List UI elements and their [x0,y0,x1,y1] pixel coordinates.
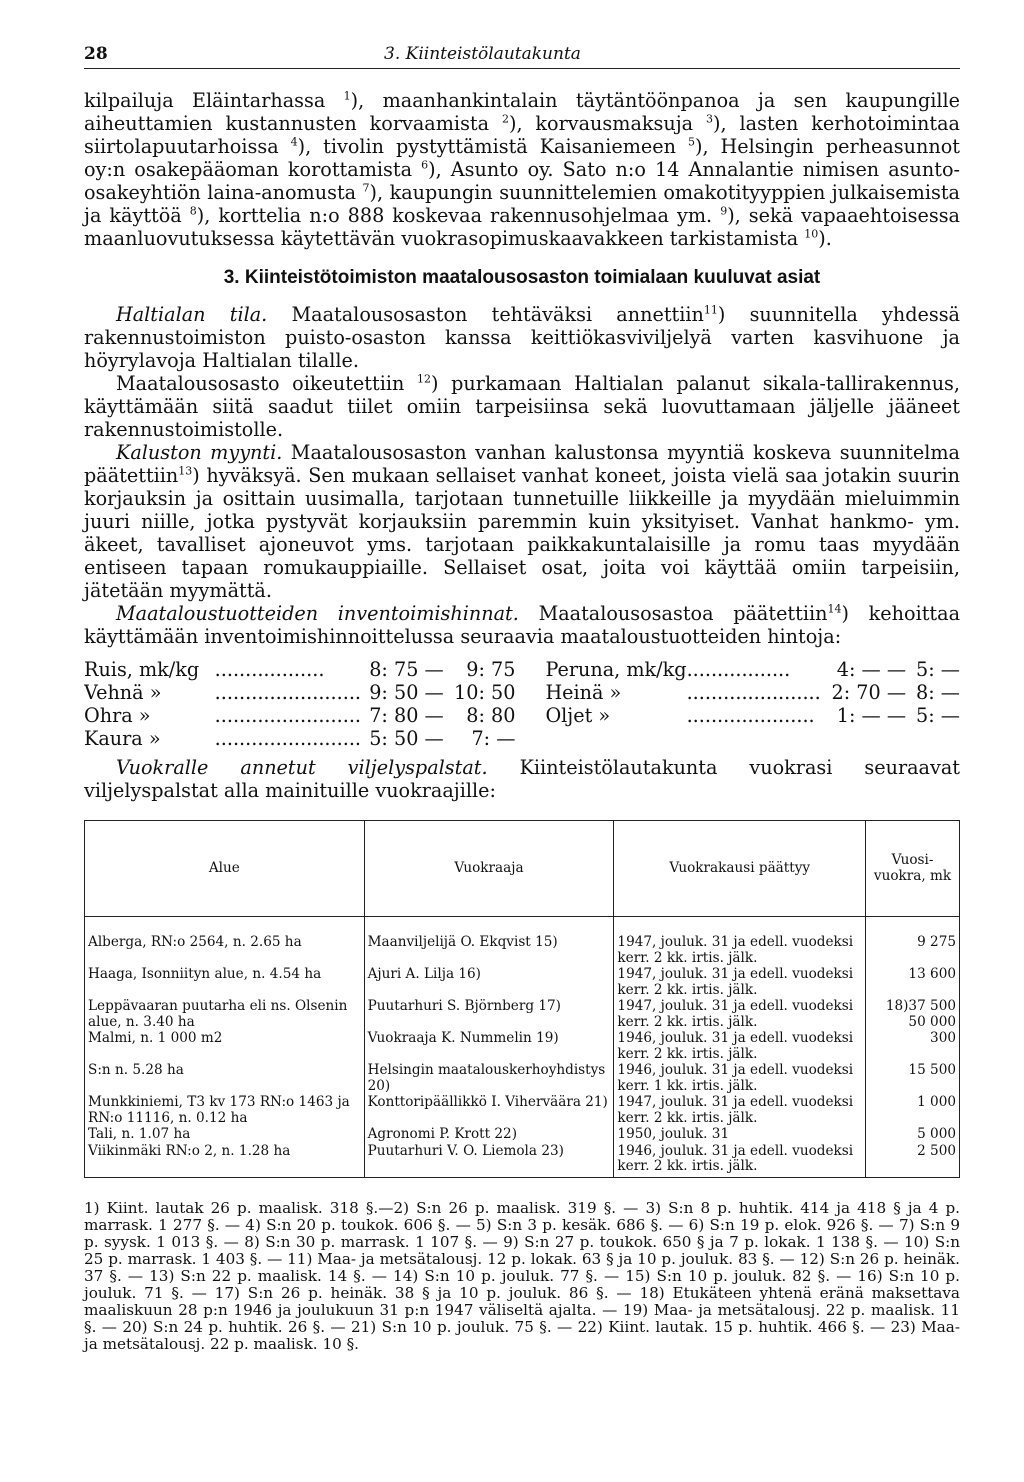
price-cell: 9: 50 — [369,681,444,704]
column-header-rent: Vuosi- vuokra, mk [866,821,960,917]
page [84,40,960,1353]
price-cell: 8: 75 — [369,658,444,681]
cell-period: 1950, jouluk. 31 [614,1126,866,1143]
cell-area: Haaga, Isonniityn alue, n. 4.54 ha [85,966,365,998]
cell-lessee: Maanviljelijä O. Ekqvist 15) [364,917,614,967]
price-cell: 5: — [916,704,960,727]
cell-period: 1947, jouluk. 31 ja edell. vuodeksi kerr. 2 kk. irtis. jälk. [614,966,866,998]
price-cell [906,727,960,750]
price-cell: 2: 70 — [831,681,907,704]
cell-lessee: Agronomi P. Krott 22) [364,1126,614,1143]
table-row [85,1126,960,1143]
price-list [84,658,960,750]
cell-period: 1946, jouluk. 31 ja edell. vuodeksi kerr. 2 kk. irtis. jälk. [614,1143,866,1178]
price-cell: ................. [686,658,791,681]
price-cell: 5: — [916,658,960,681]
cell-area: Leppävaaran puutarha eli ns. Olsenin alue, n. 3.40 ha [85,998,365,1030]
cell-lessee: Puutarhuri V. O. Liemola 23) [364,1143,614,1178]
table-row [85,1030,960,1062]
cell-rent: 13 600 [866,966,960,998]
column-header-lessee: Vuokraaja [364,821,614,917]
price-cell [829,727,906,750]
cell-rent: 300 [866,1030,960,1062]
column-header-period: Vuokrakausi päättyy [614,821,866,917]
lease-table [84,820,960,1178]
price-cell: ........................ [214,704,362,727]
price-cell: 9: 75 [466,658,516,681]
cell-rent: 9 275 [866,917,960,967]
footnotes: 1) Kiint. lautak 26 p. maalisk. 318 §.—2) S:n 26 p. maalisk. 319 §. — 3) S:n 8 p. huhtik. 414 ja 418 § ja 4 p. marrask. 1 277 §. — 4) S:n 20 p. toukok. 606 §. — 5) S:n 3 p. kesäk. 686 §. — 6) S:n 19 p. elok. 926 §. — 7) S:n 9 p. syysk. 1 013 §. — 8) S:n 30 p. marrask. 1 107 §. — 9) S:n 27 p. toukok. 650 § ja 7 p. lokak. 1 138 §. — 10) S:n 25 p. marrask. 1 403 §. — 11) Maa- ja metsätalousj. 12 p. lokak. 63 § ja 10 p. jouluk. 83 §. — 12) S:n 26 p. heinäk. 37 §. — 13) S:n 22 p. maalisk. 14 §. — 14) S:n 10 p. jouluk. 77 §. — 15) S:n 10 p. jouluk. 82 §. — 16) S:n 10 p. jouluk. 71 §. — 17) S:n 26 p. heinäk. 38 § ja 10 p. jouluk. 86 §. — 18) Etukäteen yhtenä eränä maksettava maaliskuun 28 p:n 1946 ja joulukuun 31 p:n 1947 väliseltä ajalta. — 19) Maa- ja metsätalousj. 22 p. maalisk. 11 §. — 20) S:n 24 p. huhtik. 26 §. — 21) S:n 10 p. jouluk. 75 §. — 22) Kiint. lautak. 15 p. huhtik. 466 §. — 23) Maa- ja metsätalousj. 22 p. maalisk. 10 §. [84,1198,960,1354]
page-number: 28 [84,44,108,64]
paragraph-equipment-sale: Kaluston myynti. Maatalousosaston vanhan kalustonsa myyntiä koskeva suunnitelma päätettiin$^{13}$) hyväksyä. Sen mukaan sellaiset vanhat koneet, joista vielä saa jotakin suurin korjauksin ja osittain uusimalla, tarjotaan tunnetuille liikkeille ja myydään mieluimmin juuri niille, jotka pystyvät korjauksiin paremmin kuin yksityiset. Vanhat hankmo- ym. äkeet, tavalliset ajoneuvot yms. tarjotaan paikkakuntalaisille ja romu taas myydään entiseen tapaan romukauppiaille. Sellaiset osat, joita voi käyttää omiin tarpeisiin, jätetään myymättä. [84,441,960,602]
cell-area: Malmi, n. 1 000 m2 [85,1030,365,1062]
paragraph-inventory-prices: Maataloustuotteiden inventoimishinnat. Maatalousosastoa päätettiin$^{14}$) kehoittaa käyttämään inventoimishinnoittelussa seuraavia maataloustuotteiden hintoja: [84,602,961,648]
cell-period: 1947, jouluk. 31 ja edell. vuodeksi kerr. 2 kk. irtis. jälk. [614,998,866,1030]
price-cell: Oljet » [545,704,611,727]
paragraph-title: Maataloustuotteiden inventoimishinnat. [116,602,519,625]
cell-area: S:n n. 5.28 ha [85,1062,365,1094]
cell-period: 1946, jouluk. 31 ja edell. vuodeksi kerr. 2 kk. irtis. jälk. [614,1030,866,1062]
price-cell: 7: 80 — [369,704,444,727]
cell-period: 1947, jouluk. 31 ja edell. vuodeksi kerr. 2 kk. irtis. jälk. [614,917,866,967]
cell-period: 1946, jouluk. 31 ja edell. vuodeksi kerr. 1 kk. irtis. jälk. [614,1062,866,1094]
price-cell: 7: — [471,727,516,750]
price-row [84,658,960,681]
running-head: 3. Kiinteistölautakunta [384,44,581,64]
cell-rent: 15 500 [866,1062,960,1094]
price-cell: 4: — — [836,658,907,681]
cell-area: Alberga, RN:o 2564, n. 2.65 ha [85,917,365,967]
price-cell: Ruis, mk/kg [84,658,200,681]
cell-rent: 18)37 500 50 000 [866,998,960,1030]
cell-area: Tali, n. 1.07 ha [85,1126,365,1143]
paragraph-haltiala: Haltialan tila. Maatalousosaston tehtäväksi annettiin$^{11}$) suunnitella yhdessä rakennustoimiston puisto-osaston kanssa keittiökasviviljelyä varten kasvihuone ja höyrylavoja Haltialan tilalle. [84,303,960,372]
table-row [85,998,960,1030]
table-row [85,1094,960,1126]
cell-lessee: Ajuri A. Lilja 16) [364,966,614,998]
price-cell: 5: 50 — [369,727,444,750]
price-cell: Peruna, mk/kg [545,658,687,681]
paragraph-demolition: Maatalousosasto oikeutettiin $^{12}$) purkamaan Haltialan palanut sikala-tallirakennus, käyttämään siitä saadut tiilet omiin tarpeisiinsa sekä luovuttamaan jäljelle jääneet rakennustoimistolle. [84,372,960,441]
price-cell: 8: 80 [466,704,516,727]
table-row [85,1143,960,1178]
price-row [84,727,960,750]
section-heading: 3. Kiinteistötoimiston maatalousosaston toimialaan kuuluvat asiat [223,267,821,288]
price-cell [687,727,830,750]
table-row [85,966,960,998]
cell-area: Viikinmäki RN:o 2, n. 1.28 ha [85,1143,365,1178]
price-cell: Kaura » [84,727,161,750]
table-row [85,1062,960,1094]
paragraph-title: Vuokralle annetut viljelyspalstat. [116,756,488,779]
page-header [84,40,960,69]
price-cell: ...................... [686,681,821,704]
cell-rent: 1 000 [866,1094,960,1126]
column-header-area: Alue [85,821,365,917]
cell-lessee: Konttoripäällikkö I. Viherväära 21) [364,1094,614,1126]
paragraph-title: Haltialan tila. [116,303,268,326]
cell-rent: 2 500 [866,1143,960,1178]
price-cell: .................. [214,658,325,681]
cell-period: 1947, jouluk. 31 ja edell. vuodeksi kerr. 2 kk. irtis. jälk. [614,1094,866,1126]
price-cell: ........................ [214,681,362,704]
price-cell: 8: — [916,681,960,704]
price-cell: Vehnä » [84,681,162,704]
price-cell: Ohra » [84,704,151,727]
cell-area: Munkkiniemi, T3 kv 173 RN:o 1463 ja RN:o 11116, n. 0.12 ha [85,1094,365,1126]
paragraph-committee-matters: kilpailuja Eläintarhassa $^1$), maanhankintalain täytäntöönpanoa ja sen kaupungille aiheuttamien kustannusten korvaamista $^2$), korvausmaksuja $^3$), lasten kerhotoimintaa siirtolapuutarhoissa $^4$), tivolin pystyttämistä Kaisaniemeen $^5$), Helsingin perheasunnot oy:n osakepääoman korottamista $^6$), Asunto oy. Sato n:o 14 Annalantie nimisen asunto-osakeyhtiön laina-anomusta $^7$), kaupungin suunnittelemien omakotityyppien julkaisemista ja käyttöä $^8$), korttelia n:o 888 koskevaa rakennusohjelmaa ym. $^9$), sekä vapaaehtoisessa maanluovutuksessa käytettävän vuokrasopimuskaavakkeen tarkistamista $^{10}$). [84,89,961,250]
table-row [85,917,960,967]
price-cell: ..................... [686,704,815,727]
cell-lessee: Puutarhuri S. Björnberg 17) [364,998,614,1030]
paragraph-leased-plots: Vuokralle annetut viljelyspalstat. Kiinteistölautakunta vuokrasi seuraavat viljelyspalstat alla mainituille vuokraajille: [84,756,960,802]
price-cell [545,727,686,750]
price-row [84,681,960,704]
price-cell: ........................ [214,727,362,750]
price-row [84,704,960,727]
paragraph-title: Kaluston myynti. [116,441,283,464]
price-cell: 1: — — [836,704,907,727]
price-cell: Heinä » [545,681,622,704]
cell-rent: 5 000 [866,1126,960,1143]
cell-lessee: Vuokraaja K. Nummelin 19) [364,1030,614,1062]
cell-lessee: Helsingin maatalouskerhoyhdistys 20) [364,1062,614,1094]
price-cell: 10: 50 [454,681,516,704]
